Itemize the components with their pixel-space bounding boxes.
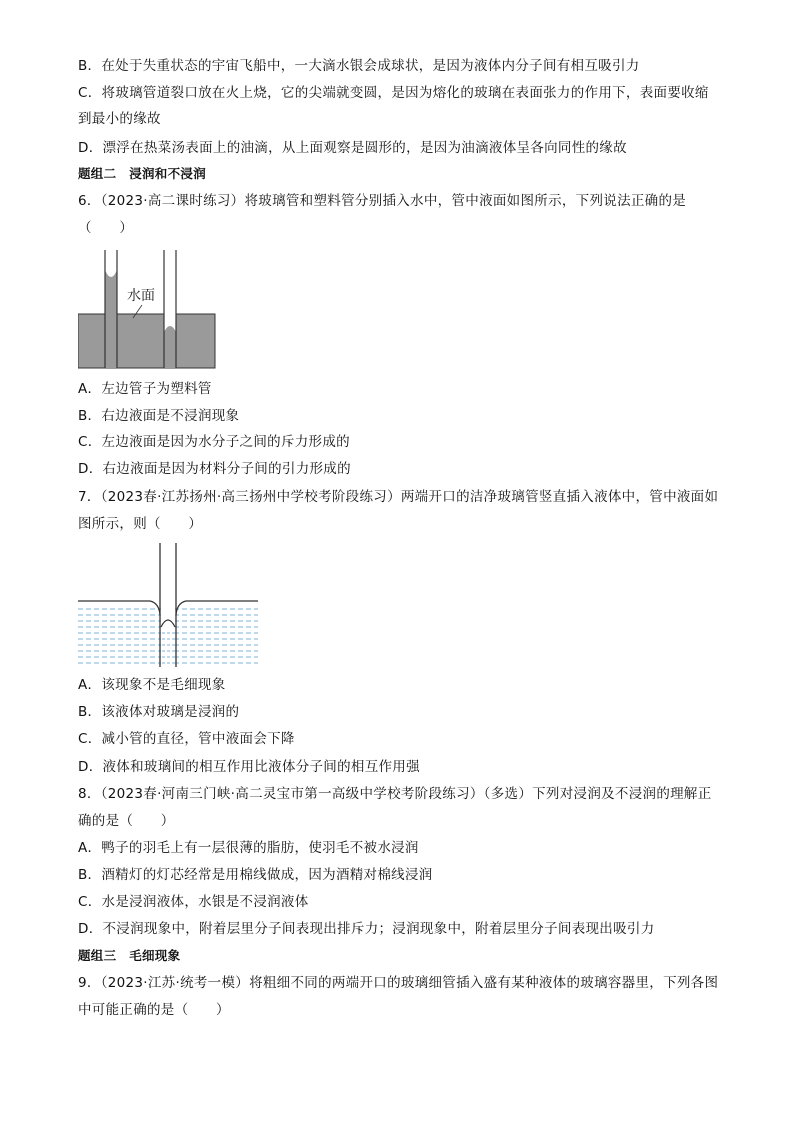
water-middle	[117, 314, 164, 368]
q6-stem-continued: （ ）	[78, 220, 134, 236]
q7-option-c: C．减小管的直径，管中液面会下降	[78, 731, 295, 747]
q7-figure	[78, 543, 260, 667]
q6-option-d: D．右边液面是因为材料分子间的引力形成的	[78, 461, 351, 477]
q7-option-a: A．该现象不是毛细现象	[78, 677, 226, 693]
q5-option-c-continued: 到最小的缘故	[78, 111, 161, 127]
q8-option-b: B．酒精灯的灯芯经常是用棉线做成，因为酒精对棉线浸润	[78, 867, 433, 883]
q6-figure	[78, 250, 218, 372]
q7-option-d: D．液体和玻璃间的相互作用比液体分子间的相互作用强	[78, 759, 420, 775]
q6-option-c: C．左边液面是因为水分子之间的斥力形成的	[78, 434, 350, 450]
q8-stem: 8．（2023春·河南三门峡·高二灵宝市第一高级中学校考阶段练习）（多选）下列对浸润及不浸润的理解正	[78, 786, 712, 802]
liquid-surface-right	[176, 601, 258, 615]
q8-option-c: C．水是浸润液体，水银是不浸润液体	[78, 894, 309, 910]
q8-option-d: D．不浸润现象中，附着层里分子间表现出排斥力；浸润现象中，附着层里分子间表现出吸引力	[78, 921, 655, 937]
q5-option-c: C．将玻璃管道裂口放在火上烧，它的尖端就变圆，是因为熔化的玻璃在表面张力的作用下，表面要收缩	[78, 85, 709, 101]
section-heading-3: 题组三 毛细现象	[78, 948, 181, 963]
q7-stem: 7．（2023春·江苏扬州·高三扬州中学校考阶段练习）两端开口的洁净玻璃管竖直插入液体中，管中液面如	[78, 489, 719, 505]
q9-stem: 9．（2023·江苏·统考一模）将粗细不同的两端开口的玻璃细管插入盛有某种液体的玻璃容器里，下列各图	[78, 975, 719, 991]
left-tube-water	[105, 270, 117, 368]
q7-option-b: B．该液体对玻璃是浸润的	[78, 704, 240, 720]
q7-stem-continued: 图所示，则（ ）	[78, 516, 203, 532]
q6-stem: 6．（2023·高二课时练习）将玻璃管和塑料管分别插入水中，管中液面如图所示，下列说法正确的是	[78, 193, 687, 209]
right-tube-water	[164, 326, 176, 368]
q6-option-a: A．左边管子为塑料管	[78, 381, 212, 397]
water-surface-label: 水面	[127, 288, 155, 304]
q6-option-b: B．右边液面是不浸润现象	[78, 408, 240, 424]
water-left	[78, 314, 105, 368]
q5-option-d: D．漂浮在热菜汤表面上的油滴，从上面观察是圆形的，是因为油滴液体呈各向同性的缘故	[78, 140, 627, 156]
q9-stem-continued: 中可能正确的是（ ）	[78, 1002, 230, 1018]
q8-option-a: A．鸭子的羽毛上有一层很薄的脂肪，使羽毛不被水浸润	[78, 840, 419, 856]
q5-option-b: B．在处于失重状态的宇宙飞船中，一大滴水银会成球状，是因为液体内分子间有相互吸引力	[78, 58, 640, 74]
section-heading-2: 题组二 浸润和不浸润	[78, 166, 207, 181]
water-right	[176, 314, 215, 368]
liquid-surface-left	[78, 601, 160, 615]
q8-stem-continued: 确的是（ ）	[78, 813, 175, 829]
